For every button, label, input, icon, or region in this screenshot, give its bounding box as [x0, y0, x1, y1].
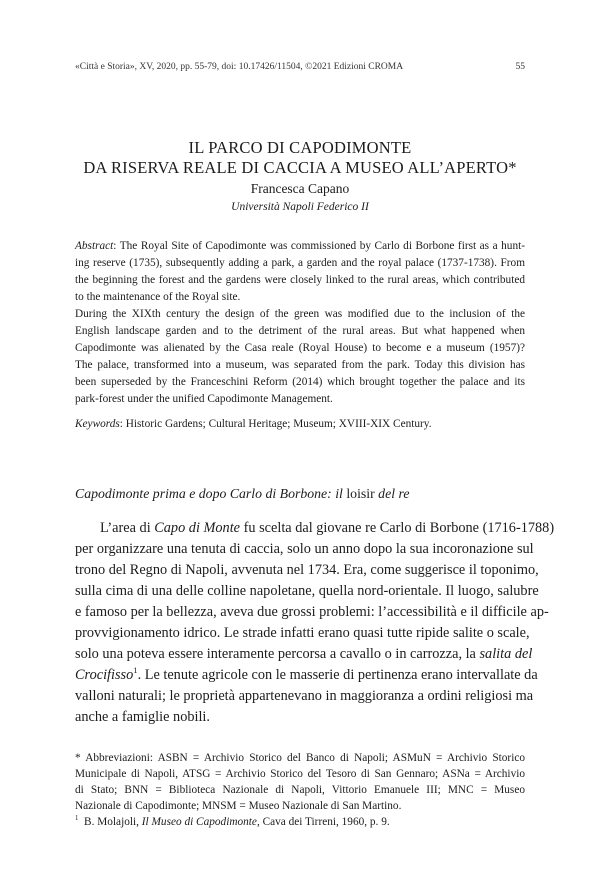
abstract-text: : The Royal Site of Capodimonte was commissioned by Carlo di Borbone first as a hunt- — [113, 240, 525, 252]
abstract-line: ing reserve (1735), subsequently adding a park, a garden and the royal palace (1737-1738). From — [75, 257, 525, 269]
footnote-abbreviations-line: Nazionale di Capodimonte; MNSM = Museo Nazionale di San Martino. — [75, 800, 402, 812]
abstract-line: the beginning the forest and the gardens were closely linked to the rural areas, which contributed — [75, 274, 525, 286]
body-line: L’area di Capo di Monte fu scelta dal giovane re Carlo di Borbone (1716-1788) — [100, 520, 555, 536]
body-line: provvigionamento idrico. Le strade infatti erano quasi tutte ripide salite o scale, — [75, 625, 530, 641]
keywords-text: : Historic Gardens; Cultural Heritage; Museum; XVIII-XIX Century. — [119, 418, 432, 430]
body-line: valloni naturali; le proprietà appartenevano in maggioranza a ordini religiosi ma — [75, 688, 534, 704]
abstract-line: been superseded by the Franceschini Reform (2014) which brought together the palace and its — [75, 376, 525, 388]
footnote-abbreviations-line: di Stato; BNN = Biblioteca Nazionale di Napoli, Vittorio Emanuele III; MNC = Museo — [75, 784, 525, 796]
body-line: e famoso per la bellezza, aveva due grossi problemi: l’accessibilità e il difficile ap- — [75, 604, 549, 620]
page-number: 55 — [515, 62, 525, 72]
abstract-line: park-forest under the unified Capodimonte Management. — [75, 393, 333, 405]
footnote-1-number: 1 — [75, 815, 79, 823]
footnote-abbreviations-line: * Abbreviazioni: ASBN = Archivio Storico del Banco di Napoli; ASMuN = Archivio Storico — [75, 752, 525, 764]
body-line: trono del Regno di Napoli, avvenuta nel 1734. Era, come suggerisce il toponimo, — [75, 562, 539, 578]
abstract-line: Capodimonte was alienated by the Casa reale (Royal House) to become e a museum (1957)? — [75, 342, 525, 354]
keywords-label: Keywords — [75, 418, 120, 430]
running-header-citation: «Città e Storia», XV, 2020, pp. 55-79, doi: 10.17426/11504, ©2021 Edizioni CROMA — [75, 62, 404, 72]
author-name: Francesca Capano — [250, 181, 350, 196]
body-line: Crocifisso$^1$. Le tenute agricole con le masserie di pertinenza erano intervallate da — [75, 665, 538, 683]
title-line-1: IL PARCO DI CAPODIMONTE — [188, 138, 412, 157]
footnote-1: $^1$ B. Molajoli, Il Museo di Capodimonte, Cava dei Tirreni, 1960, p. 9. — [75, 815, 390, 828]
body-line: solo una poteva essere interamente percorsa a cavallo o in carrozza, la salita del — [75, 646, 533, 662]
keywords-line — [75, 418, 525, 430]
footnote-ref: 1 — [133, 665, 138, 676]
title-line-2: DA RISERVA REALE DI CACCIA A MUSEO ALL’APERTO* — [83, 158, 517, 177]
abstract-line: to the maintenance of the Royal site. — [75, 291, 241, 303]
body-line: sulla cima di una delle colline napoletane, quella nord-orientale. Il luogo, salubre — [75, 583, 539, 599]
abstract-line: The palace, transformed into a museum, was separated from the park. Today this division has — [75, 359, 525, 371]
author-affiliation: Università Napoli Federico II — [231, 201, 369, 213]
body-line: per organizzare una tenuta di caccia, solo un anno dopo la sua incoronazione sul — [75, 541, 534, 557]
section-heading: Capodimonte prima e dopo Carlo di Borbone: il loisir del re — [75, 486, 410, 501]
body-line: anche a famiglie nobili. — [75, 709, 210, 725]
footnote-abbreviations-line: Municipale di Napoli, ATSG = Archivio Storico del Tesoro di San Gennaro; ASNa = Archivio — [75, 768, 525, 780]
abstract-label: Abstract — [75, 240, 114, 252]
abstract-line: English landscape garden and to the detriment of the rural areas. But what happened when — [75, 325, 525, 337]
abstract-line: During the XIXth century the design of the green was modified due to the inclusion of the — [75, 308, 525, 320]
abstract-line — [75, 240, 525, 252]
